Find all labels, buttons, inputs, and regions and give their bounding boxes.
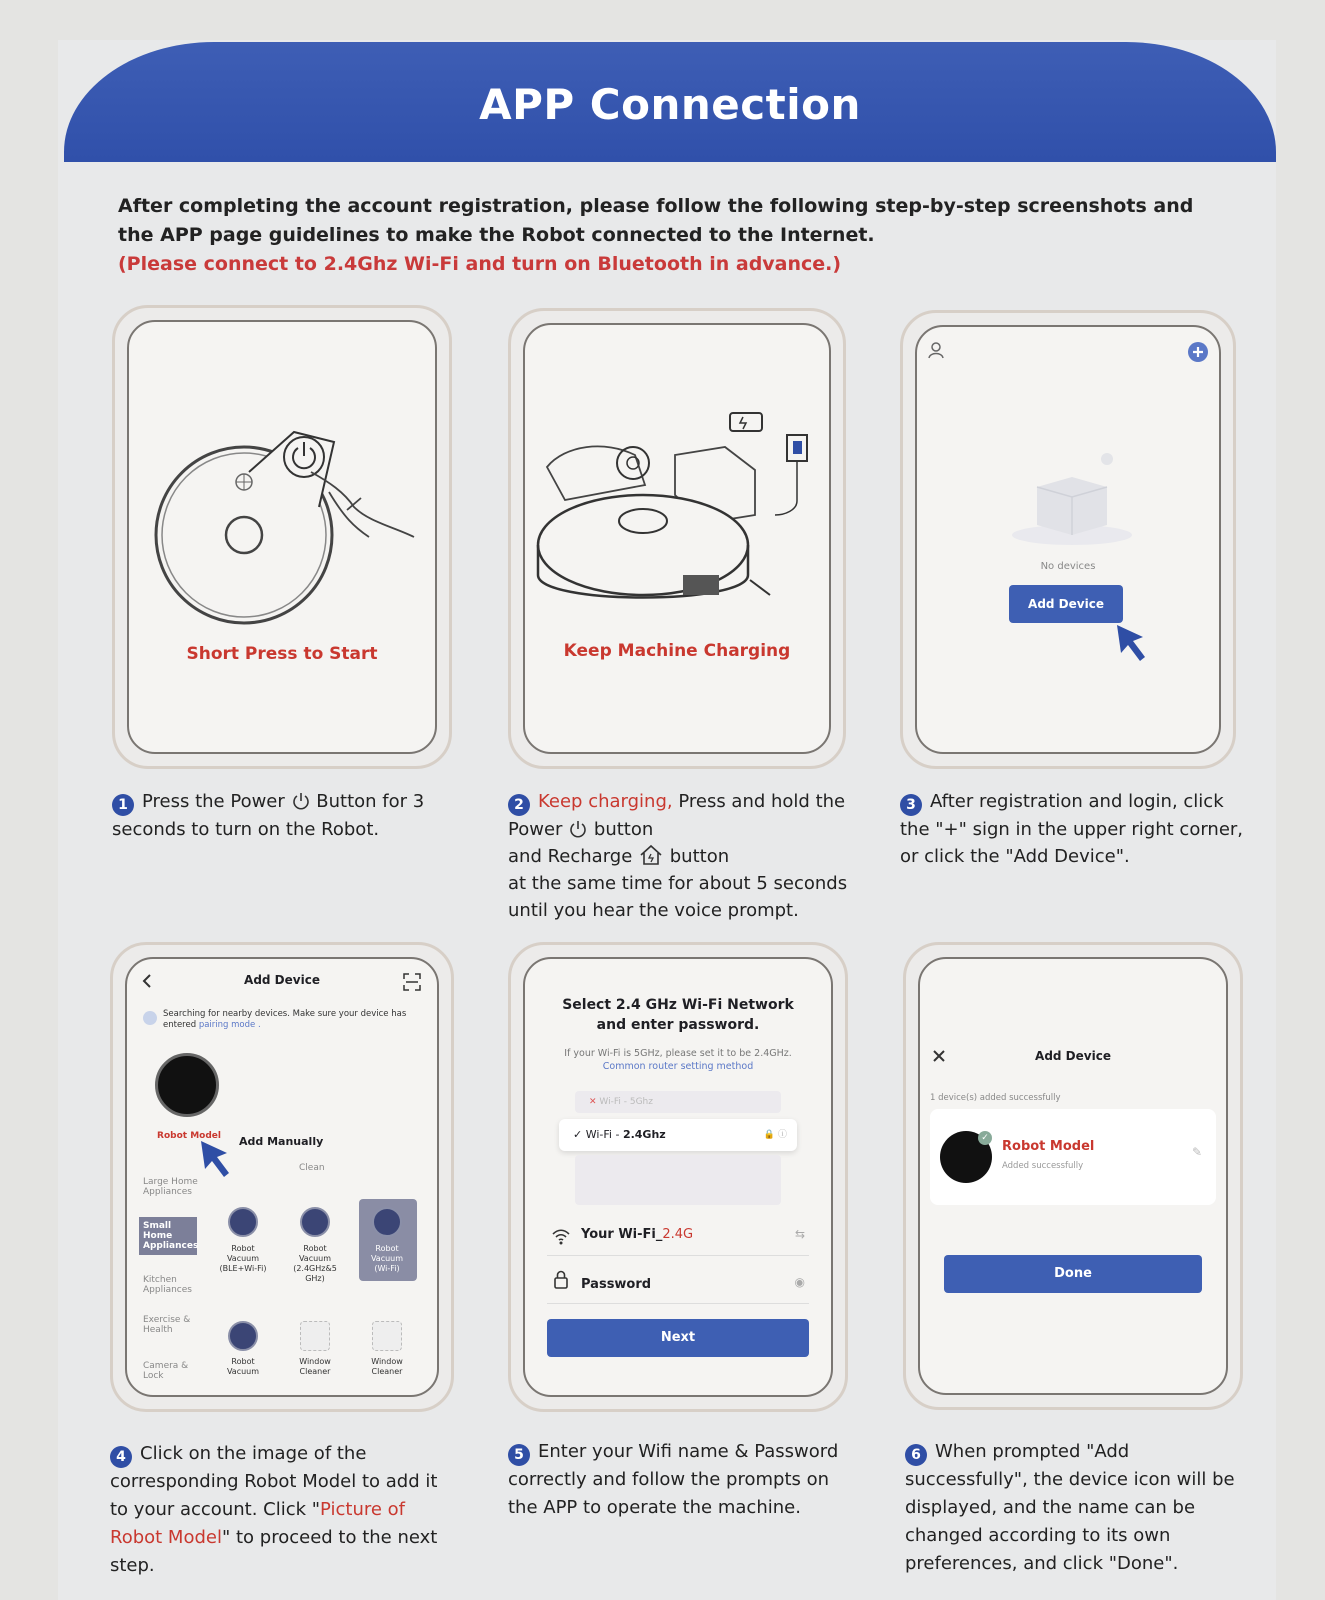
show-password-eye-icon[interactable]: ◉ [794, 1275, 805, 1289]
step-number: 1 [112, 794, 134, 816]
step5-instructions: 5 Enter your Wifi name & Password correctly and follow the prompts on the APP to operate the machine. [508, 1441, 839, 1518]
step1-caption: Short Press to Start [186, 644, 378, 664]
unsupported-x-icon: ✕ [589, 1097, 600, 1107]
page-title: APP Connection [479, 79, 861, 129]
robot-model-image[interactable] [155, 1053, 219, 1117]
robot-vacuum-wifi-icon[interactable] [372, 1207, 402, 1237]
step1-card [112, 305, 452, 769]
device-label: Robot Vacuum (Wi-Fi) [370, 1244, 404, 1273]
intro-instructions: After completing the account registration, please follow the following step-by-step screenshots and the APP page guidelines to make the Robot connected to the Internet. [118, 195, 1194, 246]
step4-instructions: 4 Click on the image of the corresponding Robot Model to add it to your account. Click "Picture of Robot Model" to proceed to the next step. [110, 1443, 438, 1576]
added-count-text: 1 device(s) added successfully [930, 1093, 1061, 1103]
add-device-screen [125, 957, 439, 1397]
add-manually-heading: Add Manually [239, 1135, 324, 1148]
category-camera-lock[interactable]: Camera & Lock [143, 1361, 189, 1381]
profile-icon[interactable] [927, 341, 945, 359]
intro-warning: (Please connect to 2.4Ghz Wi-Fi and turn on Bluetooth in advance.) [118, 253, 842, 275]
password-field[interactable]: Password [581, 1277, 652, 1292]
wifi-hint: If your Wi-Fi is 5GHz, please set it to be 2.4GHz. Common router setting method [564, 1048, 792, 1072]
title-banner [64, 42, 1276, 162]
device-added-screen [918, 957, 1228, 1395]
selected-check-icon: ✓ [573, 1128, 586, 1141]
router-method-link[interactable]: Common router setting method [602, 1061, 754, 1072]
device-label: Robot Vacuum [226, 1357, 260, 1376]
robot-model-label[interactable]: Robot Model [157, 1131, 221, 1141]
wifi-5g-option[interactable]: ✕ Wi-Fi - 5Ghz [575, 1091, 781, 1113]
step1-instructions: 1 Press the Power Button for 3 seconds to turn on the Robot. [112, 791, 425, 840]
device-label: Robot Vacuum (2.4GHz&5 GHz) [293, 1244, 337, 1283]
robot-charging-illustration [525, 325, 831, 754]
wifi-ssid-field[interactable]: Your Wi-Fi_2.4G [581, 1227, 694, 1242]
step-number: 6 [905, 1444, 927, 1466]
clean-header: Clean [299, 1163, 325, 1173]
window-cleaner-icon[interactable] [372, 1321, 402, 1351]
robot-name: Robot Model [1002, 1139, 1095, 1154]
add-device-button[interactable]: Add Device [1009, 585, 1123, 623]
category-kitchen[interactable]: Kitchen Appliances [143, 1275, 192, 1295]
done-button[interactable]: Done [944, 1255, 1202, 1293]
app-home-screen [915, 325, 1221, 754]
robot-vacuum-icon[interactable] [228, 1321, 258, 1351]
robot-vacuum-ble-wifi-icon[interactable] [228, 1207, 258, 1237]
step2-illustration [523, 323, 831, 754]
add-device-title: Add Device [244, 973, 320, 987]
step-number: 2 [508, 794, 530, 816]
category-small-home[interactable]: Small Home Appliances [139, 1217, 197, 1255]
wifi-setup-screen [523, 957, 833, 1397]
step2-card [508, 308, 846, 769]
success-check-icon: ✓ [978, 1131, 992, 1145]
step4-card [110, 942, 454, 1412]
step2-instructions: 2 Keep charging, Press and hold the Power button and Recharge button at the same time for about 5 seconds until you hear the voice prompt. [508, 791, 848, 921]
step6-instructions: 6 When prompted "Add successfully", the device icon will be displayed, and the name can be changed according to its own preferences, and click "Done". [905, 1441, 1235, 1574]
empty-box-icon [1007, 447, 1137, 547]
wifi-heading: Select 2.4 GHz Wi-Fi Network and enter password. [562, 997, 794, 1033]
added-status: Added successfully [1002, 1161, 1084, 1171]
searching-text: Searching for nearby devices. Make sure your device has entered pairing mode . [163, 1009, 407, 1030]
step1-illustration [127, 320, 437, 754]
robot-power-press-illustration [129, 322, 437, 754]
category-large-home[interactable]: Large Home Appliances [143, 1177, 198, 1197]
robot-vacuum-dualband-icon[interactable] [300, 1207, 330, 1237]
step-number: 5 [508, 1444, 530, 1466]
pairing-mode-link[interactable]: pairing mode . [198, 1020, 261, 1030]
step6-card [903, 942, 1243, 1410]
step3-card [900, 310, 1236, 769]
step-number: 4 [110, 1446, 132, 1468]
device-label: Robot Vacuum (BLE+Wi-Fi) [219, 1244, 267, 1273]
add-device-title: Add Device [1035, 1049, 1111, 1063]
lock-icon [553, 1269, 569, 1289]
cursor-arrow-icon [199, 1139, 233, 1179]
add-plus-icon[interactable] [1187, 341, 1209, 363]
power-icon [568, 819, 588, 839]
added-device-row[interactable] [930, 1109, 1216, 1205]
category-exercise-health[interactable]: Exercise & Health [143, 1315, 191, 1335]
switch-network-icon[interactable]: ⇆ [794, 1227, 805, 1241]
power-icon [291, 791, 311, 811]
step2-caption: Keep Machine Charging [563, 641, 791, 661]
scan-icon[interactable] [403, 973, 421, 991]
wifi-lock-info-icons: 🔒 ⓘ [763, 1130, 787, 1140]
step5-card [508, 942, 848, 1412]
battery-charging-icon [730, 413, 762, 431]
no-devices-text: No devices [1040, 561, 1096, 572]
intro-text [118, 192, 1208, 279]
wifi-24g-option[interactable]: ✓ Wi-Fi - 2.4Ghz 🔒 ⓘ [559, 1119, 797, 1151]
divider [547, 1255, 809, 1256]
device-label: Window Cleaner [299, 1357, 331, 1376]
window-cleaner-icon[interactable] [300, 1321, 330, 1351]
wifi-list-placeholder [575, 1155, 781, 1205]
cursor-arrow-icon [1115, 623, 1149, 663]
wifi-icon [551, 1229, 571, 1245]
step-number: 3 [900, 794, 922, 816]
next-button[interactable]: Next [547, 1319, 809, 1357]
divider [547, 1303, 809, 1304]
step3-instructions: 3 After registration and login, click the "+" sign in the upper right corner, or click the "Add Device". [900, 791, 1244, 867]
device-label: Window Cleaner [371, 1357, 403, 1376]
recharge-home-icon [638, 844, 664, 866]
searching-spinner-icon [143, 1011, 157, 1025]
edit-pencil-icon[interactable]: ✎ [1191, 1145, 1202, 1159]
